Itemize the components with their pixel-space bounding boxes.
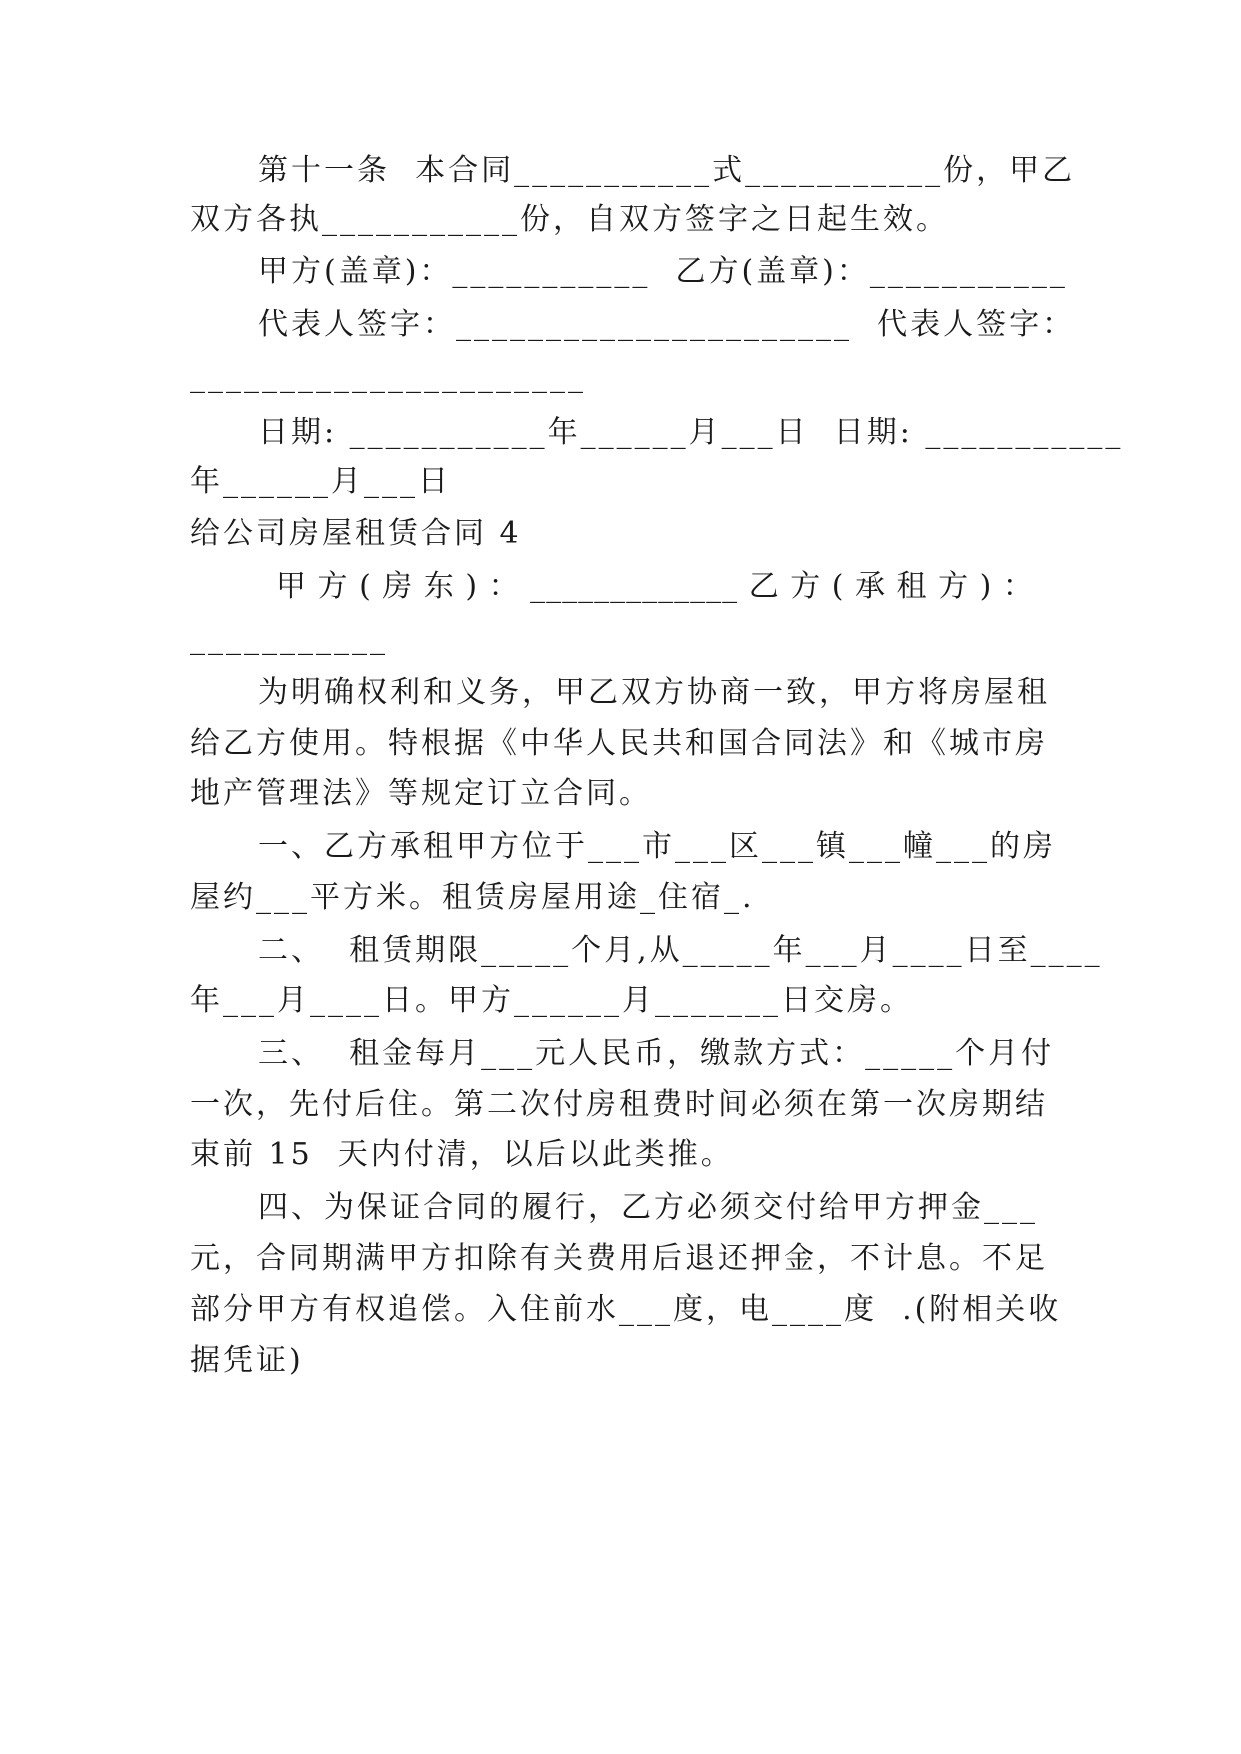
clause-11-line-2: 双方各执___________份，自双方签字之日起生效。 — [190, 202, 949, 237]
clause-4-line-2: 元，合同期满甲方扣除有关费用后退还押金，不计息。不足 — [190, 1241, 1048, 1276]
clause-4-line-4: 据凭证) — [190, 1343, 304, 1378]
clause-1-line-1: 一、乙方承租甲方位于___市___区___镇___幢___的房 — [258, 829, 1056, 864]
parties-blank: ___________ — [190, 621, 388, 656]
preamble-line-2: 给乙方使用。特根据《中华人民共和国合同法》和《城市房 — [190, 726, 1048, 761]
clause-2-line-1: 二、 租赁期限_____个月,从_____年___月____日至____ — [258, 933, 1103, 968]
clause-4-line-3: 部分甲方有权追偿。入住前水___度，电____度 .(附相关收 — [190, 1292, 1062, 1327]
representative-signature-line: 代表人签字：______________________ 代表人签字： — [258, 307, 1076, 342]
representative-signature-blank: ______________________ — [190, 359, 586, 394]
preamble-line-1: 为明确权利和义务，甲乙双方协商一致，甲方将房屋租 — [258, 675, 1050, 710]
clause-1-line-2: 屋约___平方米。租赁房屋用途_住宿_. — [190, 880, 755, 915]
clause-3-line-1: 三、 租金每月___元人民币，缴款方式：_____个月付 — [258, 1036, 1055, 1071]
clause-4-line-1: 四、为保证合同的履行，乙方必须交付给甲方押金___ — [258, 1190, 1038, 1225]
seal-line: 甲方(盖章)：___________ 乙方(盖章)：___________ — [258, 254, 1068, 289]
clause-3-line-2: 一次，先付后住。第二次付房租费时间必须在第一次房期结 — [190, 1087, 1048, 1122]
clause-3-line-3: 束前 15 天内付清，以后以此类推。 — [190, 1137, 734, 1172]
clause-2-line-2: 年___月____日。甲方______月_______日交房。 — [190, 983, 913, 1018]
preamble-line-3: 地产管理法》等规定订立合同。 — [190, 776, 652, 811]
date-line-2: 年______月___日 — [190, 464, 451, 499]
clause-11-line-1: 第十一条 本合同___________式___________份，甲乙 — [258, 153, 1076, 188]
contract-title: 给公司房屋租赁合同 4 — [190, 516, 522, 551]
parties-line: 甲 方 ( 房 东 ) ： _____________ 乙 方 ( 承 租 方 ) ： — [276, 569, 1034, 604]
date-line-1: 日期: ___________年______月___日 日期: ___________ — [258, 415, 1124, 450]
